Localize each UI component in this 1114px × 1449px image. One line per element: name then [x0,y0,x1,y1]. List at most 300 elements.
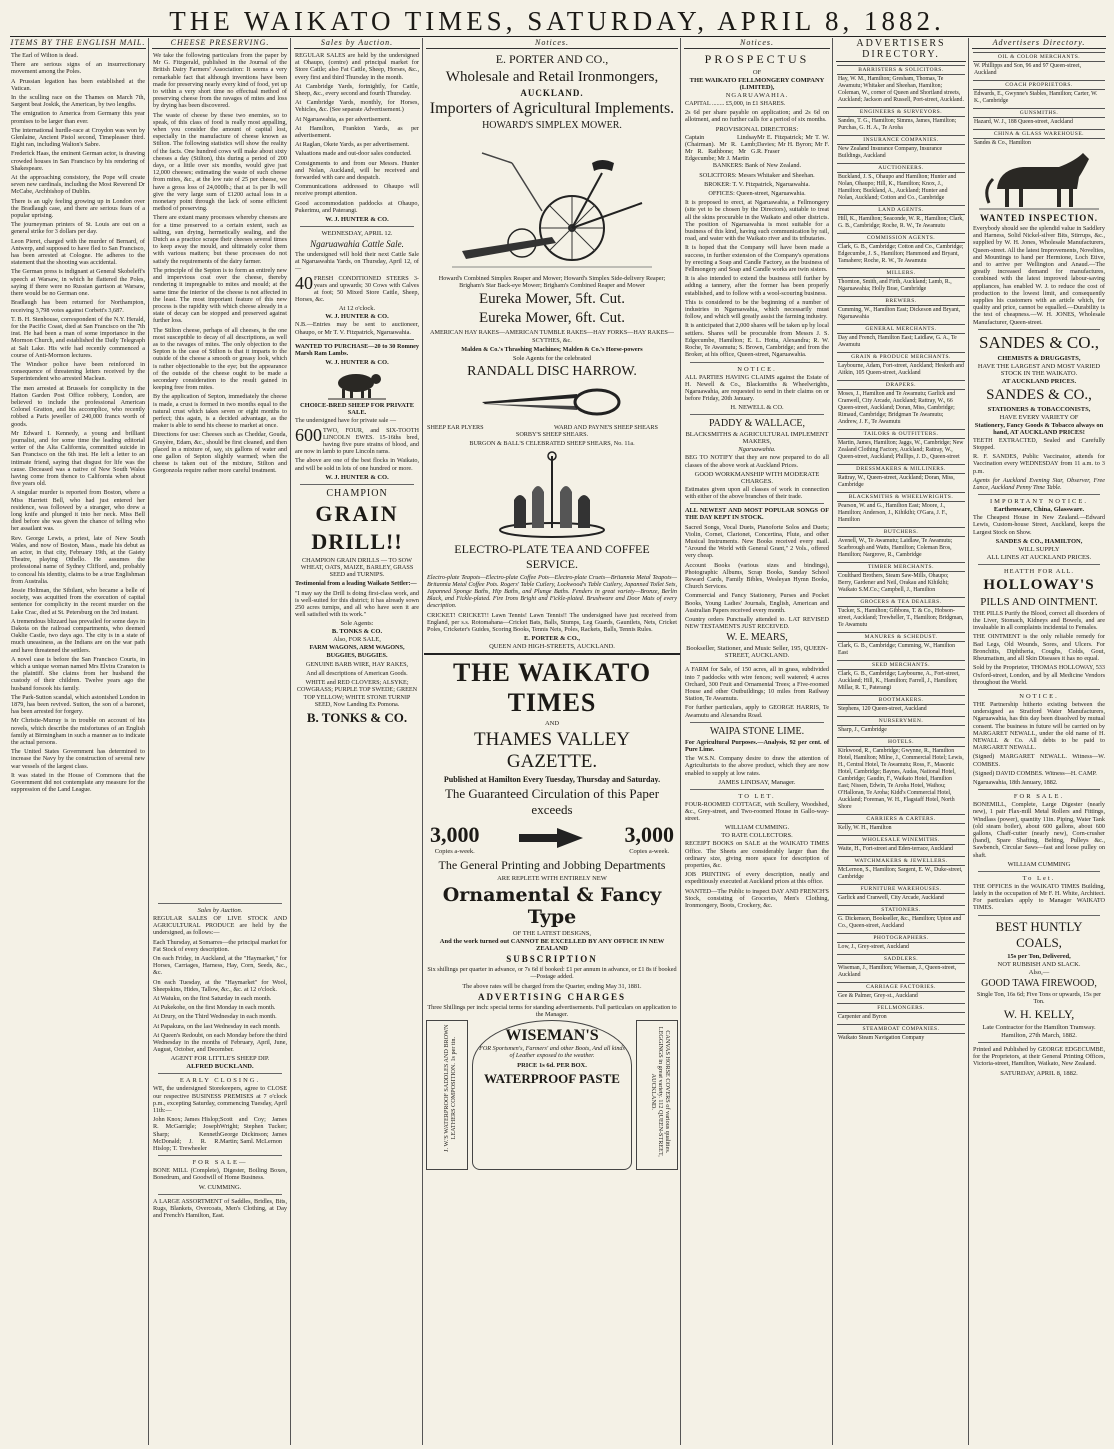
directory-section-heading: STEAMBOAT COMPANIES. [837,1024,965,1034]
directory-section-heading: CARRIAGE FACTORIES. [837,982,965,992]
auction-paragraph: REGULAR SALES OF LIVE STOCK AND AGRICULTURAL PRODUCE are held by the undersigned, as follows:— [153,915,287,937]
offices: OFFICES: Queen-street, Ngaruawahia. [708,190,806,198]
bankers: BANKERS: Bank of New Zealand. [712,162,802,170]
directors-heading: PROVISIONAL DIRECTORS: [715,125,799,133]
article-paragraph: Directions for use: Cheeses such as Cheddar, Gouda, Gruyère, Edam, &c., should be first cleaned, and then placed in a mixture of, say, six gallons of water and one gallon of Septon slightly warmed; when the cheese is taken out of the mixture, Stilton and Gorgonzola require rather more careful treatment. [153,431,287,475]
early-closing-body: WE, the undersigned Storekeepers, agree to CLOSE our respective BUSINESS PREMISES at 7 o'clock p.m., excepting Saturday, commencing Tuesday, April 11th:— [153,1085,287,1115]
sandes-hamilton: SANDES & CO., HAMILTON, [995,537,1083,545]
notice-date: Ngaruawahia, 18th January, 1882. [973,778,1058,786]
directory-entry: Clark, G. B., Cambridge; Cumming, W., Hamilton East [838,643,956,656]
auction-paragraph: Good accommodation paddocks at Ohaupo, Pukerimu, and Paterangi. [295,199,419,214]
article-paragraph: A tremendous blizzard has prevailed for some days in Dakota on the railroad compartments, who deemed Oaklie Castle, two days ago. The city is in a state of much uneasiness, as the Indians are on the war path and have threatened the settlers. [11,617,145,654]
porter-wholesale: Wholesale and Retail Ironmongers, [445,69,659,85]
paddy-body: BEG TO NOTIFY that they are now prepared to do all classes of the above work at Auckland Prices. [685,454,829,469]
directory-section-heading: MILLERS. [837,268,965,278]
country-orders: Country orders Punctually attended to. LAT REVISED NEW TESTAMENTS JUST RECEIVED. [685,615,829,631]
divider [690,789,824,790]
signed-margaret: (Signed) MARGARET NEWALL. Witness—W. COMBES. [973,753,1105,768]
porter-importers: Importers of Agricultural Implements. [429,100,675,117]
column-header: ITEMS BY THE ENGLISH MAIL. [10,38,146,47]
company-name: THE WAIKATO FELLMONGERY COMPANY (LIMITED), [689,77,825,91]
directory-entry: Cumming, W., Hamilton East; Dickeson and Bryant, Ngaruawahia [838,307,961,320]
paddy-town: Ngaruawahia. [738,446,776,454]
auction-paragraph: The undersigned have for private sale — [295,417,397,425]
earthenware-body: The Cheapest House in New Zealand.—Edward Lewis, Custom-house Street, Auckland, keeps the Largest Stock on Show. [973,514,1105,536]
directory-section-heading: INSURANCE COMPANIES. [837,135,965,145]
eureka-6ft: Eureka Mower, 6ft. Cut. [478,310,626,327]
to-let-body: FOUR-ROOMED COTTAGE, with Scullery, Woodshed, &c., Grey-street, and Two-roomed House in Gallo-way-street. [685,800,829,823]
holloway-title: HOLLOWAY'S [983,576,1095,593]
wanted-heading: WANTED TO PURCHASE—20 to 30 Romney Marsh Ram Lambs. [295,342,419,358]
sheep-heading: CHOICE-BRED SHEEP FOR PRIVATE SALE. [299,402,415,417]
directory-section-heading: ENGINEERS & SURVEYORS. [837,107,965,117]
directory-section-heading: CARRIERS & CARTERS. [837,814,965,824]
directory-entry: Edwards, E., Gwynne's Stables, Hamilton; Carter, W. K., Cambridge [974,91,1098,104]
directory-entry: Sharp, J., Cambridge [838,727,887,733]
column-english-mail [8,38,149,1445]
advertising-rates: Three Shillings per inch: special terms for standing advertisements. Full particulars on application to the Manager. [427,1003,677,1019]
electro-plate-body: Electro-plate Teapots—Electro-plate Coffee Pots—Electro-plate Cruets—Britannia Metal Teapots—Britannia Metal Coffee Pots. Rogers' Table Cutlery, Lockwood's Table Cutlery, Japanned Toilet Sets, Japanned Sponge Baths, Hip Baths, and Plunge Baths. Fenders in great variety—Bronze, Berlin Black, and Fickle-plated. Fire Irons Bright and Fickle-plated. Brushware and Door Mats of every description. [427,573,677,610]
directory-section-heading: TIMBER MERCHANTS. [837,562,965,572]
directory-section-heading: COMMISSION AGENTS. [837,233,965,243]
burgon-shears: BURGON & BALL'S CELEBRATED SHEEP SHEARS, No. 11a. [469,440,635,448]
article-paragraph: There are serious signs of an insurrectionary movement among the Poles. [11,61,145,76]
farm-particulars: For further particulars, apply to GEORGE HARRIS, Te Awamutu and Alexandra Road. [685,704,829,719]
sandes-name: SANDES & CO., [979,332,1099,352]
barb-wire-line: GENUINE BARB WIRE, HAY RAKES, [305,660,409,668]
auction-paragraph: Consignments to and from our Messrs. Hunter and Nolan, Auckland, will be received and forwarded with care and despatch. [295,159,419,182]
divider [424,653,680,655]
company-town: NGARUAWAHIA. [725,92,789,99]
chemists-subtitle: HAVE THE LARGEST AND MOST VARIED STOCK IN THE WAIKATO. [977,362,1101,377]
solicitors: SOLICITORS: Messrs Whitaker and Sheehan. [699,171,815,179]
divider [158,1155,282,1156]
article-paragraph: There are extant many processes whereby cheeses are for a time preserved to a certain extent, such as salting, sun drying, hermetically sealing, and the Dutch as a practice scrape their cheeses several times to keep away the mould, and ultimately color them with various matters; but these processes do not satisfy the requirements of the dairy farmer. [153,214,287,265]
vaccinator-notice: R. F. SANDES, Public Vaccinator, attends for Vaccination every WEDNESDAY from 11 a.m. to 3 p.m. [973,453,1105,475]
auction-paragraph: The undersigned will hold their next Cattle Sale at Ngaruawahia Yards, on Thursday, April 12, of — [295,251,419,273]
copies-right: Copies a-week. [629,847,670,855]
directory-section-heading: DRAPERS. [837,380,965,390]
column-porter-notices [424,38,681,1445]
songs-heading: ALL NEWEST AND MOST POPULAR SONGS OF THE DAY KEPT IN STOCK. [685,507,829,522]
divider [978,494,1100,495]
all-lines: ALL LINES AT AUCKLAND PRICES. [986,553,1092,561]
account-books: Account Books (various sizes and bindings), Photographic Albums, Scrap Books, Sunday School Reward Cards, Family Bibles, Wesleyan Hymn Books, Church Services. [685,561,829,591]
article-paragraph: We take the following particulars from the paper by Mr G. Fitzgerald, published in the Journal of the British Dairy Farmers' Association: It seems a very remarkable fact that although inventions have been made for preserving nearly every kind of food, yet up to within a very short time no effectual method of preserving cheese from the ravages of mites and loss by drying has been discovered. [153,52,287,110]
column-header: Notices. [684,38,830,49]
agents-heading: Sole Agents: [340,620,374,628]
stationers-subtitle: HAVE EVERY VARIETY OF [999,413,1079,421]
auction-note: N.B.—Entries may be sent to auctioneer, Ohaupo, or Mr T. V. Fitzpatrick, Ngaruawahia. [295,321,419,336]
published-line: Published at Hamilton Every Tuesday, Thursday and Saturday. [443,775,661,785]
lime-heading: WAIPA STONE LIME. [709,725,805,737]
sheep-count: 600 [295,424,322,445]
hand-pointer-icon [517,820,587,856]
directory-entry: Martin, James, Hamilton; Jaggs, W., Cambridge; New Zealand Clothing Factory, Auckland; Rattray, W., Queen-street, Auckland; Phillips, J. D., Queen-street [838,440,964,460]
shears-illustration [477,382,627,422]
directory-section-heading: NURSERYMEN. [837,716,965,726]
also-for-sale: Also, FOR SALE, [333,636,381,644]
wanted-inspection: WANTED INSPECTION. [979,213,1099,223]
paper-and: AND [544,720,560,728]
prospectus-of: OF [752,69,762,76]
lot-count: 40 [295,272,313,293]
also-line: Also,— [1028,968,1050,976]
article-paragraph: It was stated in the House of Commons that the Government did not contemplate any measure for the suppression of the Land League. [11,771,145,794]
wiseman-side-right [636,1020,678,1170]
partnership-notice-body: THE Partnership hitherto existing between the undersigned as Stratford Water Manufacturers, Ngaruawahia, has this day been dissolved by mutual consent. The business in future will be carried on by MARGARET NEWALL, under the old name of H. NEWALL & Co. All debts to be paid to MARGARET NEWALL. [973,700,1105,752]
songs-body: Sacred Songs, Vocal Duets, Pianoforte Solos and Duets; Violin, Cornet, Clarionet, Concertina, Flute, and other Musical Instruments. New Books received every mail. "Around the World with General Grant," 2 Vols., offered very cheap. [685,523,829,560]
article-paragraph: The principle of the Septon is to form an entirely new and impervious coat over the cheese, thereby rendering it impregnable to mites and mould; at the same time the interior of the cheese is not affected in the least. The most important feature of this new process is the rapidity with which cheese already in a state of decay can be stopped and preserved against further loss. [153,266,287,325]
tonks-signature: B. TONKS & CO. [306,709,408,725]
ear-plyers: SHEEP EAR PLYERS [427,424,484,432]
directory-entry: W. Phillipps and Son, 96 and 97 Queen-street, Auckland [974,63,1082,76]
collectors-body: RECEIPT BOOKS on SALE at the WAIKATO TIMES Office. The Sheets are considerably larger than the ordinary size, giving more space for description of properties, &c. [685,840,829,870]
names-left: John Knox; James Hislop; R. McGarrigle; Joseph Sharp; Kenneth McDonald; J. R. R. Hislop; T. Trewheeler [153,1116,220,1153]
article-paragraph: In the sculling race on the Thames on March 7th, Sargent beat Joskik, the American, by two lengths. [11,94,145,109]
kelly-name: W. H. KELLY, [1003,1006,1075,1021]
mower-list: Howard's Combined Simplex Reaper and Mower; Howard's Simplex Side-delivery Reaper; Brigham's Star Back-eye Mower; Brigham's Combined Reaper and Mower [438,275,666,290]
porter-signature: E. PORTER & CO., [523,635,581,643]
prospectus-paragraph: It is also intended to extend the business still further by adding a tannery, after the former has been properly established, and to follow with a wool-scouring business. [685,275,829,297]
directory-section-heading: PHOTOGRAPHERS. [837,933,965,943]
directory-entry: Carpenter and Byron [838,1014,887,1020]
storekeeper-names [153,1116,287,1152]
commercial-stationery: Commercial and Fancy Stationery, Purses and Pocket Books, Young Ladies' Journals, English, American and Australian Papers received every month. [685,592,829,614]
divider [300,484,414,485]
directors-list [685,134,829,163]
circulation-right: 3,000 [624,821,674,847]
directory-entry: Waikato Steam Navigation Company [838,1035,925,1041]
directory-section-heading: BARRISTERS & SOLICITORS. [837,65,965,75]
wanted-inspection-body: Everybody should see the splendid value in Saddlery and Harness, Solid Nickel-silver Bits, Stirrups, &c., supplied by W. H. Jones, Wholesale Manufacturers, Queen-street. All the latest Improvements, Novelties, and Mountings to hand per Hermione, Loch Etive, and to arrive per Wellington and Anaud.—The greatly increased demand for manufactures, combined with the latest improved labour-saving appliances, has enabled W. J. to reduce the cost of production to the lowest limit, and consequently supplies his customers with an article which, for quality and price, cannot be equalled.—Durability is the test of cheapness.—W. H. JONES, Wholesale Manufacturer, Queen-street. [973,225,1105,326]
ointment-body: THE OINTMENT is the only reliable remedy for Bad Legs, Old Wounds, Sores, and Ulcers. For Bronchitis, Diphtheria, Coughs, Colds, Gout, Rheumatism, and all Skin Diseases it has no equal. [973,633,1105,663]
directory-section-heading: STATIONERS. [837,905,965,915]
notice-body: ALL PARTIES HAVING CLAIMS against the Estate of H. Newell & Co., Blacksmiths & Wheelwrights, Ngaruawahia, are requested to send in their claims on or before Friday, 20th January. [685,373,829,403]
auction-paragraph: At Ngaruawahia, as per advertisement. [295,115,392,123]
column-header: Sales by Auction. [294,38,420,49]
article-paragraph: The men arrested at Brussels for complicity in the Hatton Garden Post Office robbery, London, are believed to include the professional American Colonel Gratton, and his accomplice, who recently robbed a Paris jeweller of 240,000 francs worth of goods. [11,384,145,428]
prospectus-paragraph: This is considered to be the beginning of a number of industries in Ngaruawahia, which necessarily must follow, and which will greatly assist the farming industry. [685,298,829,321]
directory-section-heading: OIL & COLOR MERCHANTS. [973,52,1105,62]
article-paragraph: The international hurdle-race at Croydon was won by Glenlaine, Ancient Pistol second, Timepleaser third. Eight ran, including Walton's Sabre. [11,126,145,149]
divider [158,1194,282,1195]
copies-left: Copies a-week. [434,847,475,855]
directory-entry: Sandes, T. G., Hamilton; Simms, James, Hamilton; Purchas, G. H. A., Te Aroha [838,118,957,131]
coals-price: 15s per Ton, Delivered, [1007,952,1071,960]
article-paragraph: The Stilton cheese, perhaps of all cheeses, is the one most susceptible to decay of all descriptions, as well as to the ravages of mites. The only objection to the Septon is the case of Stilton is that it imparts to the outside of the cheese a smooth or greasy look, which is rather objectionable to the eye; but the appearance of the outside of the cheese ought to be made a secondary consideration to the result gained in keeping free from mites. [153,326,287,392]
auction-paragraph: At Raglan, Okete Yards, as per advertisement. [295,141,410,149]
auction-paragraph: At Drury, on the Third Wednesday in each month. [153,1013,277,1021]
estimates-note: Estimates given upon all classes of work in connection with either of the above branches of their trade. [685,485,829,500]
sale-time: At 12 o'clock. [338,305,376,313]
auction-paragraph: On each Friday, in Auckland, at the "Haymarket," for Horses, Carriages, Harness, Hay, Corn, Seeds, &c., &c. [153,955,287,977]
directory-entry: Hazard, W. J., 188 Queen-street, Auckland [974,119,1073,125]
directory-entry: Gee & Palmer, Grey-st., Auckland [838,993,918,999]
directory-entry: Waite, H., Fort-street and Eden-terrace, Auckland [838,846,953,852]
gazette-title: THAMES VALLEY GAZETTE. [473,729,631,773]
directory-section-heading: SADDLERS. [837,954,965,964]
notice-signature: H. NEWELL & CO. [730,404,784,412]
testimonial-text: "I may say the Drill is doing first-class work, and is well-suited for this district; it has already sown 250 acres turnips, and all who have seen it are well satisfied with its work." [295,589,419,619]
directory-section-heading: GROCERS & TEA DEALERS. [837,597,965,607]
auctioneer-signature: W. J. HUNTER & CO. [325,216,389,224]
directory-section-heading: AUCTIONEERS. [837,163,965,173]
article-paragraph: Mr Edward I. Kennedy, a young and brilliant journalist, and for some time the leading editorial writer of the Alta California, committed suicide in San Francisco on the 6th inst. He left a letter to an intimate friend, saying that disgust for life was the cause. Deceased was a native of New South Wales having come from thence to California when about five years old. [11,429,145,488]
column-header: Advertisers Directory. [972,38,1106,49]
column-directory-continued [970,38,1108,1445]
champion-title: CHAMPION [326,487,388,499]
waterproof-paste: WATERPROOF PASTE [484,1070,620,1086]
testimonial-heading: Testimonial from a leading Waikato Settler:— [295,580,417,588]
article-paragraph: There is an ugly feeling growing up in London over the Bradlaugh case, and there are serious fears of a popular uprising. [11,197,145,220]
for-sale-heading: FOR SALE. [1013,793,1065,801]
divider [978,1042,1100,1043]
capital-line: CAPITAL ........ £5,000, in £1 SHARES. [685,100,786,107]
notice-heading: NOTICE. [737,365,777,373]
paddy-wallace: PADDY & WALLACE, [708,418,806,430]
tawa-firewood: GOOD TAWA FIREWOOD, [981,977,1097,989]
auction-paragraph: At Cambridge Yards, monthly, for Horses, Vehicles, &c. (See separate Advertisement.) [295,99,419,114]
sale-date: WEDNESDAY, APRIL 12. [321,230,393,238]
directory-section-heading: FURNITURE WAREHOUSES. [837,884,965,894]
holloway-sold: Sold by the Proprietor, THOMAS HOLLOWAY, 533 Oxford-street, London, and by all Medicine Vendors throughout the World. [973,664,1105,686]
ornamental-type: Ornamental & Fancy Type [442,884,662,929]
directory-entry: Tucker, S., Hamilton; Gibbons, T. & Co., Hobson-street, Auckland; Trewheller, T., Hamilton; Bridgman, Te Awamutu [838,608,964,628]
article-paragraph: The Windsor police have been reinforced in consequence of threatening letters received by the Superintendent who arrested Maclean. [11,360,145,383]
signed-david: (Signed) DAVID COMBES. Witness—H. CAMP. [973,769,1097,777]
for-sale-heading: FOR SALE— [192,1159,248,1167]
latest-designs: OF THE LATEST DESIGNS, [512,930,592,938]
column-sales-by-auction [292,38,423,1445]
sorby-shears: SORBY'S SHEEP SHEARS. [515,431,589,439]
names-right: Scott and Coy; James Wright; Stephen Tucker; George Dickinson; James Martin; Saml. McLernon [220,1116,287,1145]
directory-section-heading: GENERAL MERCHANTS. [837,324,965,334]
sale-heading: Ngaruawahia Cattle Sale. [310,239,404,250]
farm-for-sale: A FARM for Sale, of 150 acres, all in grass, subdivided into 7 paddocks with wire fences; well watered; 4 acres Orchard, 300 Fruit and Ornamental Trees; a Five-roomed House and other Outbuildings; 10 miles from Railway Station, Te Awamutu. [685,666,829,703]
article-paragraph: A singular murder is reported from Boston, where a Miss Harriett Bell, who had just entered her residence, was followed by a stranger, who drew a long knife and plunged it into her neck. Miss Bell died before she was given the chance of telling who her assailant was. [11,489,145,533]
coals-note: NOT RUBBISH AND SLACK. [997,960,1081,968]
directory-entry: Sandes & Co., Hamilton [974,140,1031,146]
chemists-line: CHEMISTS & DRUGGISTS, [997,354,1081,362]
job-printing: JOB PRINTING of every description, neatly and expeditiously executed at Auckland prices at this office. [685,871,829,886]
seeds-list: WHITE and RED CLOVERS; ALSYKE; COWGRASS; PURPLE TOP SWEDE; GREEN TOP YELLOW; WHITE STONE TURNIP SEED, Now Landing Ex Pomona. [296,679,418,708]
porter-address: QUEEN AND HIGH-STREETS, AUCKLAND. [489,643,615,651]
directory-entry: Low, J., Grey-street, Auckland [838,944,909,950]
directory-entry: Kelly, W. H., Hamilton [838,825,892,831]
directors-left: Captain Lindsay (Chairman). Mr R. Lamb; Mr R. Rathbone; Mr G. Edgecumbe; Mr J. Martin [685,133,757,163]
directory-entry: G. Dickenson, Bookseller, &c., Hamilton; Upton and Co., Queen-street, Auckland [838,916,962,929]
directory-entry: Coulthard Brothers, Steam Saw-Mills, Ohaupo; Berry, Gardener and Neil, Orakau and Kihikihi; Waikato S.M.Co.; Campbell, J., Hamilton [838,573,949,593]
buckland-signature: ALFRED BUCKLAND. [186,1063,254,1071]
for-sale-signature: W. CUMMING. [198,1183,242,1191]
divider [978,329,1100,330]
auction-paragraph: At Cambridge Yards, fortnightly, for Cattle, Sheep, &c., every second and fourth Thursday. [295,82,419,98]
divider [978,564,1100,565]
directory-section-heading: BREWERS. [837,296,965,306]
auckland-prices: AT AUCKLAND PRICES. [1001,377,1077,385]
directory-section-heading: FELLMONGERS. [837,1003,965,1013]
directory-section-heading: BUTCHERS. [837,527,965,537]
sheep-dip-agent: AGENT FOR LITTLE'S SHEEP DIP. [170,1055,270,1063]
directors-right: Mr E. Fitzpatrick; Mr T. W. Davies; Mr H. Byron; Mr F. R. Fraser [757,133,829,156]
auctioneer-signature: W. J. HUNTER & CO. [325,313,389,321]
drill-title: DRILL!! [311,528,403,554]
circulation-left: 3,000 [430,821,480,847]
wagons-line: FARM WAGONS, ARM WAGONS, BUGGIES, BUGGIES. [309,644,405,659]
grain-title: GRAIN [315,500,399,526]
huntly-coals: BEST HUNTLY COALS, [995,918,1083,950]
article-paragraph: Rev. George Lewis, a priest, late of New South Wales, and now of Boston, Mass., made his debut as an actor, in that city, February 19th, at the Gaiety Theatre, playing Othello. He assumes the professional name of Sydney Clifford, and, probably to conceal his identity, claims to be a true Englishman from Australia. [11,534,145,585]
column-header: Notices. [426,38,678,49]
pills-title: PILLS AND OINTMENT. [980,595,1098,608]
directory-section-heading: CHINA & GLASS WAREHOUSE. [973,129,1105,139]
divider [690,662,824,663]
article-paragraph: Leon Pieret, charged with the murder of Bernard, of Antwerp, and supposed to have fled to San Francisco, has been arrested at Cologne. He adheres to the statement that the shooting was accidental. [11,237,145,267]
teeth-notice: TEETH EXTRACTED, Sealed and Carefully Stopped. [973,436,1105,452]
porter-city: AUCKLAND. [520,88,584,98]
prospectus-paragraph: It is proposed to erect, at Ngaruawahia, a Fellmongery (site yet to be chosen by the Directors), suitable to treat all the skins procurable in the Waikato and other districts. The position of Ngaruawahia is most suitable for a business of this kind, having such communication by rail, road, and water with the Waikato river and its tributaries. [685,199,829,243]
directory-section-heading: TAILORS & OUTFITTERS. [837,429,965,439]
wiseman-advert [426,1020,678,1170]
article-paragraph: Mr Christie-Murray is in trouble on account of his novels, which describe the misfortunes of an English family at Birmingham in such a manner as to indicate the actual persons. [11,717,145,747]
directory-entry: Clark, G. B., Cambridge; Cotton and Co., Cambridge; Edgecumbe, J. S., Hamilton; Hammond and Bryant, Tamahere; Roche, R. W., Te Awamutu [838,244,964,264]
article-paragraph: The United States Government has determined to increase the Navy by the construction of several new war vessels of the largest class. [11,748,145,770]
auction-paragraph: Each Thursday, at Somarres—the principal market for Fat Stock of every description. [153,938,288,953]
lime-body: The W.S.N. Company desire to draw the attention of Agriculturists to the above product, which they are now enabled to supply at low rates. [685,755,829,777]
article-paragraph: The journeyman printers of St. Louis are out on a general strike for 3 dollars per day. [11,221,145,236]
subscription-heading: SUBSCRIPTION [506,954,598,965]
article-paragraph: At the approaching consistory, the Pope will create seven new cardinals, including the Most Reverend Dr McCabe, Archbishop of Dublin. [11,174,145,196]
article-paragraph: The waste of cheese by these two enemies, so to speak, of this class of food is really most appalling, when you consider the amount of capital lost, especially in the manufacture of cheese known as Stilton. The following statistics will show the reality of the facts. One hundred cows will make about sixty cheeses a day (Stilton), this during a period of 200 days, or a little over six months, would give just 12,000 cheeses; estimating the waste of such cheese from mites, &c., at the low rate of 25 per cheese, we have a gross loss of 24,000lb.; that at 1s per lb will give the very large sum of £1200 actual loss in a monetary point through the lack of some efficient method of preserving. [153,111,287,213]
article-paragraph: Bradlaugh has been returned for Northampton, receiving 3,798 votes against Corbett's 3,687. [11,299,145,314]
masthead: THE WAIKATO TIMES, SATURDAY, APRIL 8, 1882. [169,6,945,36]
sheep-illustration [328,368,386,400]
divider [978,689,1100,690]
divider [300,339,414,340]
directory-section-heading: GRAIN & PRODUCE MERCHANTS. [837,352,965,362]
directory-entry: McLernon, S., Hamilton; Sargent, E. W., Duke-street, Cambridge [838,867,963,880]
directory-entry: Hill, K., Hamilton; Seaconde, W. R., Hamilton; Clark, G. B., Cambridge; Roche, R. W., Te Awamutu [838,216,964,229]
auctioneer-signature: W. J. HUNTER & CO. [325,359,389,367]
directory-entry: Laybourne, Adam, Fort-street, Auckland; Hesketh and Aitkin, 105 Queen-street, Auckland [838,363,964,376]
directory-section-heading: HOTELS. [837,737,965,747]
stationers-line: STATIONERS & TOBACCONISTS, [987,405,1091,413]
malden-machines: Malden & Co.'s Thrashing Machines; Malden & Co.'s Horse-powers [461,345,643,353]
collectors-heading: TO RATE COLLECTORS. [721,832,793,840]
capital-terms: 2s 6d per share payable on application; and 2s 6d on allotment, and no further calls for a period of six months. [685,109,829,124]
pills-body: THE PILLS Purify the Blood, correct all disorders of the Liver, Stomach, Kidneys and Bowels, and are invaluable in all complaints incidental to Females. [973,609,1105,632]
directory-entry: New Zealand Insurance Company, Insurance Buildings, Auckland [838,146,943,159]
circulation-row [430,820,674,856]
divider [690,503,824,504]
divider [158,903,282,904]
divider [978,871,1100,872]
stationers-body: Stationery, Fancy Goods & Tobacco always on hand, AT AUCKLAND PRICES! [974,421,1104,436]
randall-harrow: RANDALL DISC HARROW. [467,364,637,380]
wiseman-title: WISEMAN'S [505,1027,599,1045]
auction-paragraph: Communications addressed to Ohaupo will receive prompt attention. [295,183,419,198]
directory-section-heading: BOOTMAKERS. [837,695,965,705]
important-notice: IMPORTANT NOTICE. [990,498,1088,506]
directory-entry: Avenell, W., Te Awamutu; Laidlaw, Te Awamutu; Scarbrough and Watts, Hamilton; Coleman Bros, Hamilton; Nargrove, R., Cambridge [838,538,953,558]
prospectus-title: PROSPECTUS [704,52,810,66]
for-sale-body: BONE MILL (Complete), Digester, Boiling Boxes, Bonedrum, and Goodwill of Home Business. [153,1167,287,1182]
lime-signature: JAMES LINDSAY, Manager. [718,778,796,786]
article-paragraph: The emigration to America from Germany this year promises to be larger than ever. [11,110,145,125]
broker: BROKER: T. V. Fitzpatrick, Ngaruawahia. [704,180,810,188]
directory-section-heading: COACH PROPRIETORS. [973,80,1105,90]
saddles-notice: A LARGE ASSORTMENT of Saddles, Bridles, Bits, Rugs, Blankets, Overcoats, Men's Clothing, at Day and French's Hamilton, East. [153,1197,287,1220]
article-paragraph: T. B. H. Stenhouse, correspondent of the N.Y. Herald, for the Pacific Coast, died at San Francisco on the 7th inst. He had been a man of some importance in the Mormon Church, and established the Daily Telegraph at Salt Lake. His wife had recently commenced a course of Anti-Mormon lectures. [11,315,145,359]
subscription-rates: Six shillings per quarter in advance, or 7s 6d if booked: £1 per annum in advance, or £1 8s if booked—Postage added. [427,966,677,981]
general-printing: The General Printing and Jobbing Departments [438,858,666,873]
mears-name: W. E. MEARS, [726,632,788,644]
ward-payne-shears: WARD AND PAYNE'S SHEEP SHEARS [554,424,658,432]
auctioneer-signature: W. J. HUNTER & CO. [325,473,389,481]
article-paragraph: Frederick Haas, the eminent German actor, is drawing crowded houses in San Francisco by his rendering of Shakespeare. [11,150,145,172]
directory-entry: Garlick and Cranwell, City Arcade, Auckland [838,895,944,901]
offices-to-let-body: THE OFFICES in the WAIKATO TIMES Building, lately in the occupation of Mr F. H. White, Architect. For particulars apply to Manager WAIKATO TIMES. [973,882,1105,912]
auction-paragraph: On each Tuesday, at the "Haymarket" for Wool, Sheepskins, Hides, Tallow, &c., &c. at 12 o'clock. [153,978,287,993]
work-excellence: And the work turned out CANNOT BE EXCELLED BY ANY OFFICE IN NEW ZEALAND [439,938,665,953]
article-paragraph: Jessie Holtman, the Sibilant, who became a belle of society, was acquitted from the execution of capital sentence for complicity in the recent murder on the Lake Crac, died at St. Petersburg on the 3rd instant. [11,587,145,616]
prospectus-paragraph: It is hoped that the Company will have been made a success, in further extension of the Company's operations by erecting a Soap and Candle Factory, as the business of Fellmongery and Soap and Candle works are twin sisters. [685,244,829,274]
directory-list [834,65,968,1042]
sale-heading: Sales by Auction. [197,907,243,914]
mower-title: HOWARD'S SIMPLEX MOWER. [482,120,622,131]
mears-subtitle: Bookseller, Stationer, and Music Seller, 195, QUEEN-STREET, AUCKLAND. [686,645,828,660]
eureka-5ft: Eureka Mower, 5ft. Cut. [478,291,626,308]
divider [978,789,1100,790]
divider [690,362,824,363]
mower-illustration [452,133,652,273]
article-paragraph: The Earl of Wilton is dead. [11,52,78,59]
earthenware-heading: Earthenware, China, Glassware. [993,506,1085,514]
sandes-name-2: SANDES & CO., [986,386,1092,403]
wiseman-centre [472,1020,632,1170]
will-supply: WILL SUPPLY [1018,545,1060,553]
directory-entry: Wiseman, J., Hamilton; Wiseman, J., Queen-street, Auckland [838,965,957,978]
wanted-public: WANTED—The Public to inspect DAY AND FRENCH'S Stock, consisting of Groceries, Men's Clothing, Ironmongery, Boots, Crockery, &c. [685,887,829,910]
article-paragraph: The Park-Sutton scandal, which astonished London in 1879, has been revived. Sutton, the son of a baronet, has been arrested for forgery. [11,693,145,716]
auction-paragraph: The above are one of the best flocks in Waikato, and will be sold in lots of one hundred or more. [295,457,419,472]
cricket-notice: CRICKET! CRICKET!! Lawn Tennis! Lawn Tennis!! The undersigned have just received from England, per s.s. Rotomahana—Cricket Bats, Balls, Stumps, Leg Guards, Gauntlets, Nets, Cricket Poles, Cricketer's Guides, Scoring Books, Tennis Nets, Poles, Rackets, Balls, Tennis Rules. [427,611,677,634]
imprint-date: SATURDAY, APRIL 8, 1882. [1000,1069,1078,1077]
divider [158,1073,282,1074]
article-paragraph: The German press is indignant at General Skobeleff's speech at Warsaw, in which he flattered the Poles, saying if there were no Russian garrison at Warsaw, there would be no German one. [11,268,145,298]
horse-covers: CANVAS HORSE COVERS of various qualities. LEGGINGS in great variety. 112 QUEEN-STREET, AUCKLAND. [649,1027,671,1158]
drill-description: CHAMPION GRAIN DRILLS — TO SOW WHEAT, OATS, MAIZE, BARLEY, GRASS SEED and TURNIPS. [300,556,414,579]
directory-section-heading: WHOLESALE WINEMITHS. [837,835,965,845]
cruet-illustration [492,450,612,540]
paper-title: THE WAIKATO TIMES [452,658,652,718]
directory-entry: Kirkwood, R., Cambridge; Gwynne, R., Hamilton Hotel, Hamilton; Milne, J., Commercial Hotel; Lewis, H., Central Hotel, Te Awamutu; Ross, F., Masonic Hotel, Cambridge; Baynes, Audas, National Hotel, Cambridge; Gaudin, F., Waikato Hotel, Hamilton East; Nissen, Edwin, Te Aroha Hotel, Waihou; O'Halloran, Te Aroha; Kidd's Commercial Hotel, Auckland; Foreman, W. H., Flagstaff Hotel, North Shore [838,748,964,810]
to-let-signature: WILLIAM CUMMING. [724,824,790,832]
guaranteed-line: The Guaranteed Circulation of this Paper exceeds [444,786,660,818]
paddy-subtitle: BLACKSMITHS & AGRICULTURAL IMPLEMENT MAKERS, [685,431,829,446]
auction-paragraph: REGULAR SALES are held by the undersigned at Ohaupo, (centre) and principal market for Store Cattle; also Fat Cattle, Sheep, Horses, &c., every first and third Thursday in the month. [295,52,419,81]
directory-entry: Clark, G. B., Cambridge; Laybourne, A., Fort-street, Auckland; Hill, K., Hamilton; Farrell, J., Hamilton; Millar, R. T., Paterangi [838,671,960,691]
shears-row [427,424,677,431]
lot-description: FRESH CONDITIONED STEERS 3-years and upwards; 30 Cows with Calves at foot; 50 Mixed Store Cattle, Sheep, Horses, &c. [295,274,419,304]
directory-entry: Hay, W. M., Hamilton; Gresham, Thomas, Te Awamutu; Whitaker and Sheehan, Hamilton; Coleman, W., corner of Queen and Shortland streets, Auckland; Jackson and Russell, Port-street, Auckland. [838,76,964,103]
auction-paragraph: At Queen's Redoubt, on each Monday before the third Wednesday in the months of February, April, June, August, October, and December. [153,1031,287,1054]
auction-paragraph: At Papakura, on the last Wednesday in each month. [153,1022,281,1030]
column-advertisers-directory [834,38,969,1445]
directory-section-heading: DRESSMAKERS & MILLINERS. [837,464,965,474]
early-closing-heading: EARLY CLOSING. [179,1077,261,1085]
